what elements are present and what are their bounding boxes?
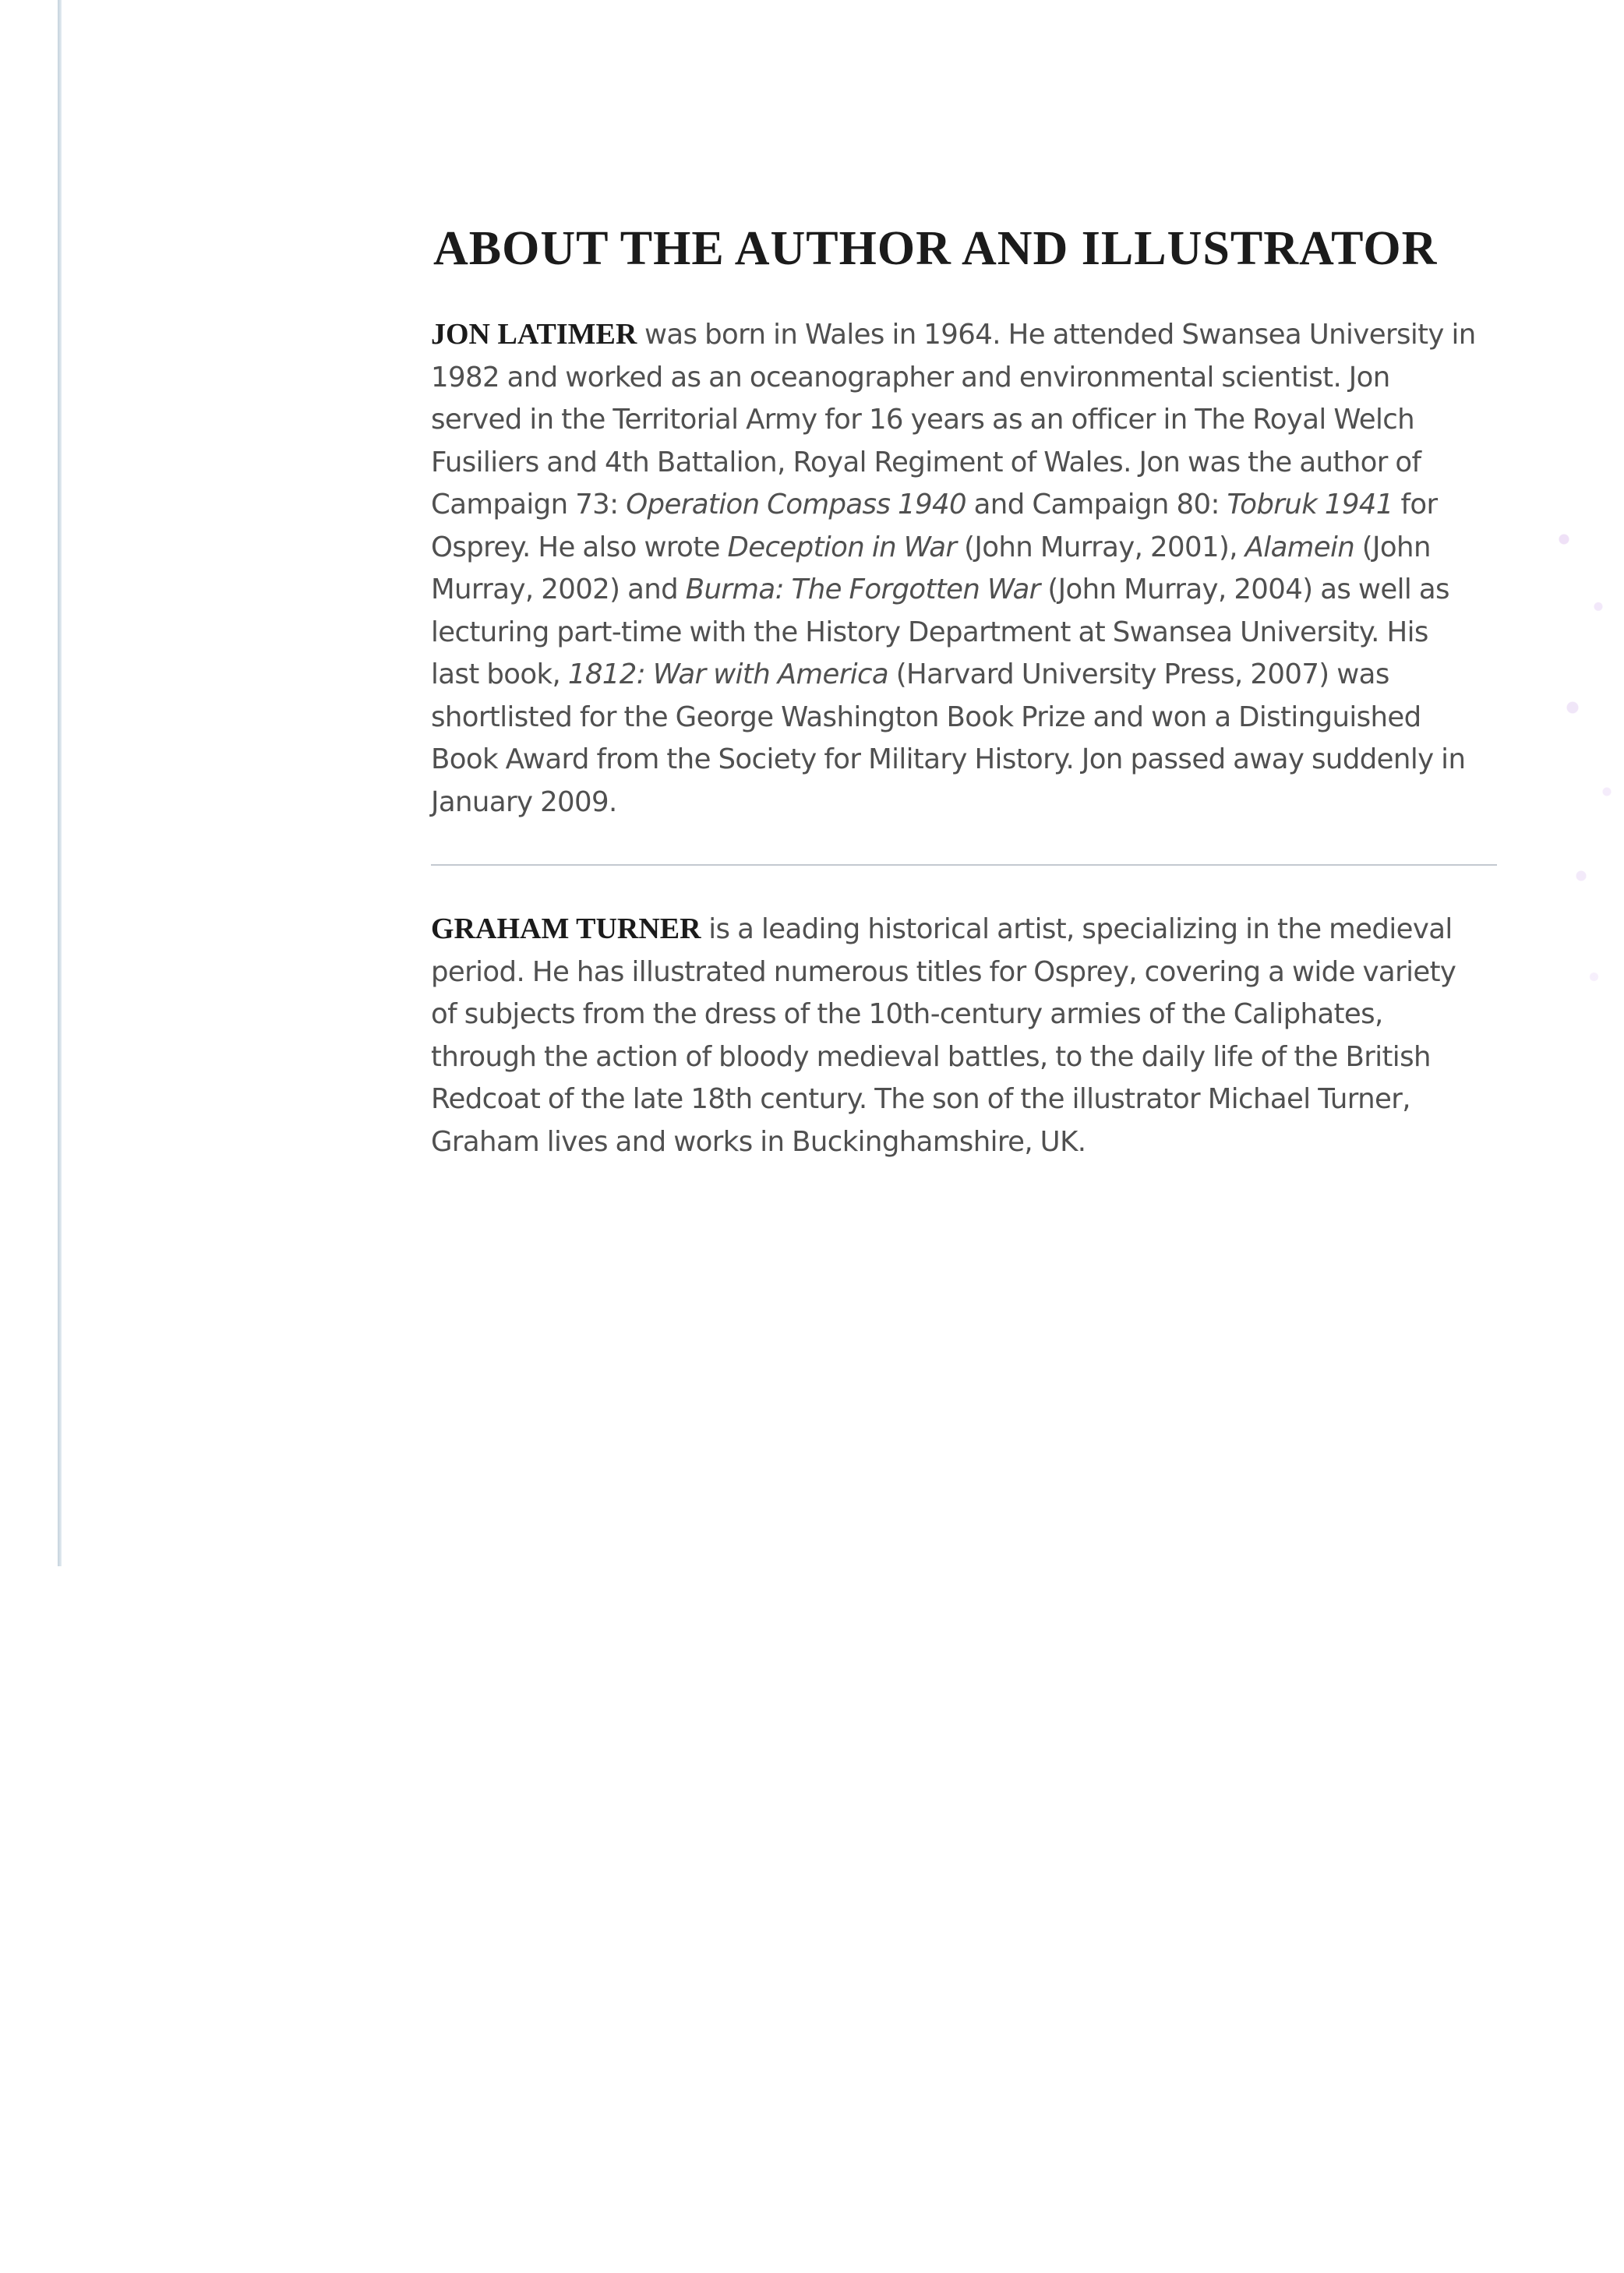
bio-text: (John Murray, 2001), [956,531,1245,563]
bio-text: (Harvard University Press, 2007) was shortlisted for the George Washington Book Prize and won a Distinguished Book Award from the Society for Military History. Jon passed away suddenly in January 2009. [431,658,1466,818]
book-title: Burma: The Forgotten War [685,574,1040,605]
about-section [431,210,1499,1163]
bio-text: (John Murray, 2004) as well as lecturing part-time with the History Department at Swansea University. His last book, [431,574,1449,690]
section-divider [431,864,1497,866]
page-edge-speckle [1538,483,1624,1044]
illustrator-name: GRAHAM TURNER [431,912,701,945]
illustrator-bio [431,908,1479,1163]
book-title: Deception in War [727,531,957,563]
page-edge-shadow [58,0,62,1566]
bio-text: for Osprey. He also wrote [431,489,1438,563]
book-title: Operation Compass 1940 [626,489,966,521]
author-name: JON LATIMER [431,318,637,351]
bio-text: (John Murray, 2002) and [431,531,1431,605]
book-title: 1812: War with America [567,658,889,690]
bio-text: is a leading historical artist, specializing in the medieval period. He has illustrated numerous titles for Osprey, covering a wide variety of subjects from the dress of the 10th-century armies of the Caliphates, through the action of bloody medieval battles, to the daily life of the British Redcoat of the late 18th century. The son of the illustrator Michael Turner, Graham lives and works in Buckinghamshire, UK. [431,913,1456,1158]
bio-text: was born in Wales in 1964. He attended Swansea University in 1982 and worked as an oceanographer and environmental scientist. Jon served in the Territorial Army for 16 years as an officer in The Royal Welch Fusiliers and 4th Battalion, Royal Regiment of Wales. Jon was the author of Campaign 73: [431,319,1476,521]
author-bio [431,313,1479,824]
bio-text: and Campaign 80: [966,489,1227,521]
book-title: Alamein [1244,531,1355,563]
book-title: Tobruk 1941 [1227,489,1393,521]
section-heading: ABOUT THE AUTHOR AND ILLUSTRATOR [433,222,1438,275]
